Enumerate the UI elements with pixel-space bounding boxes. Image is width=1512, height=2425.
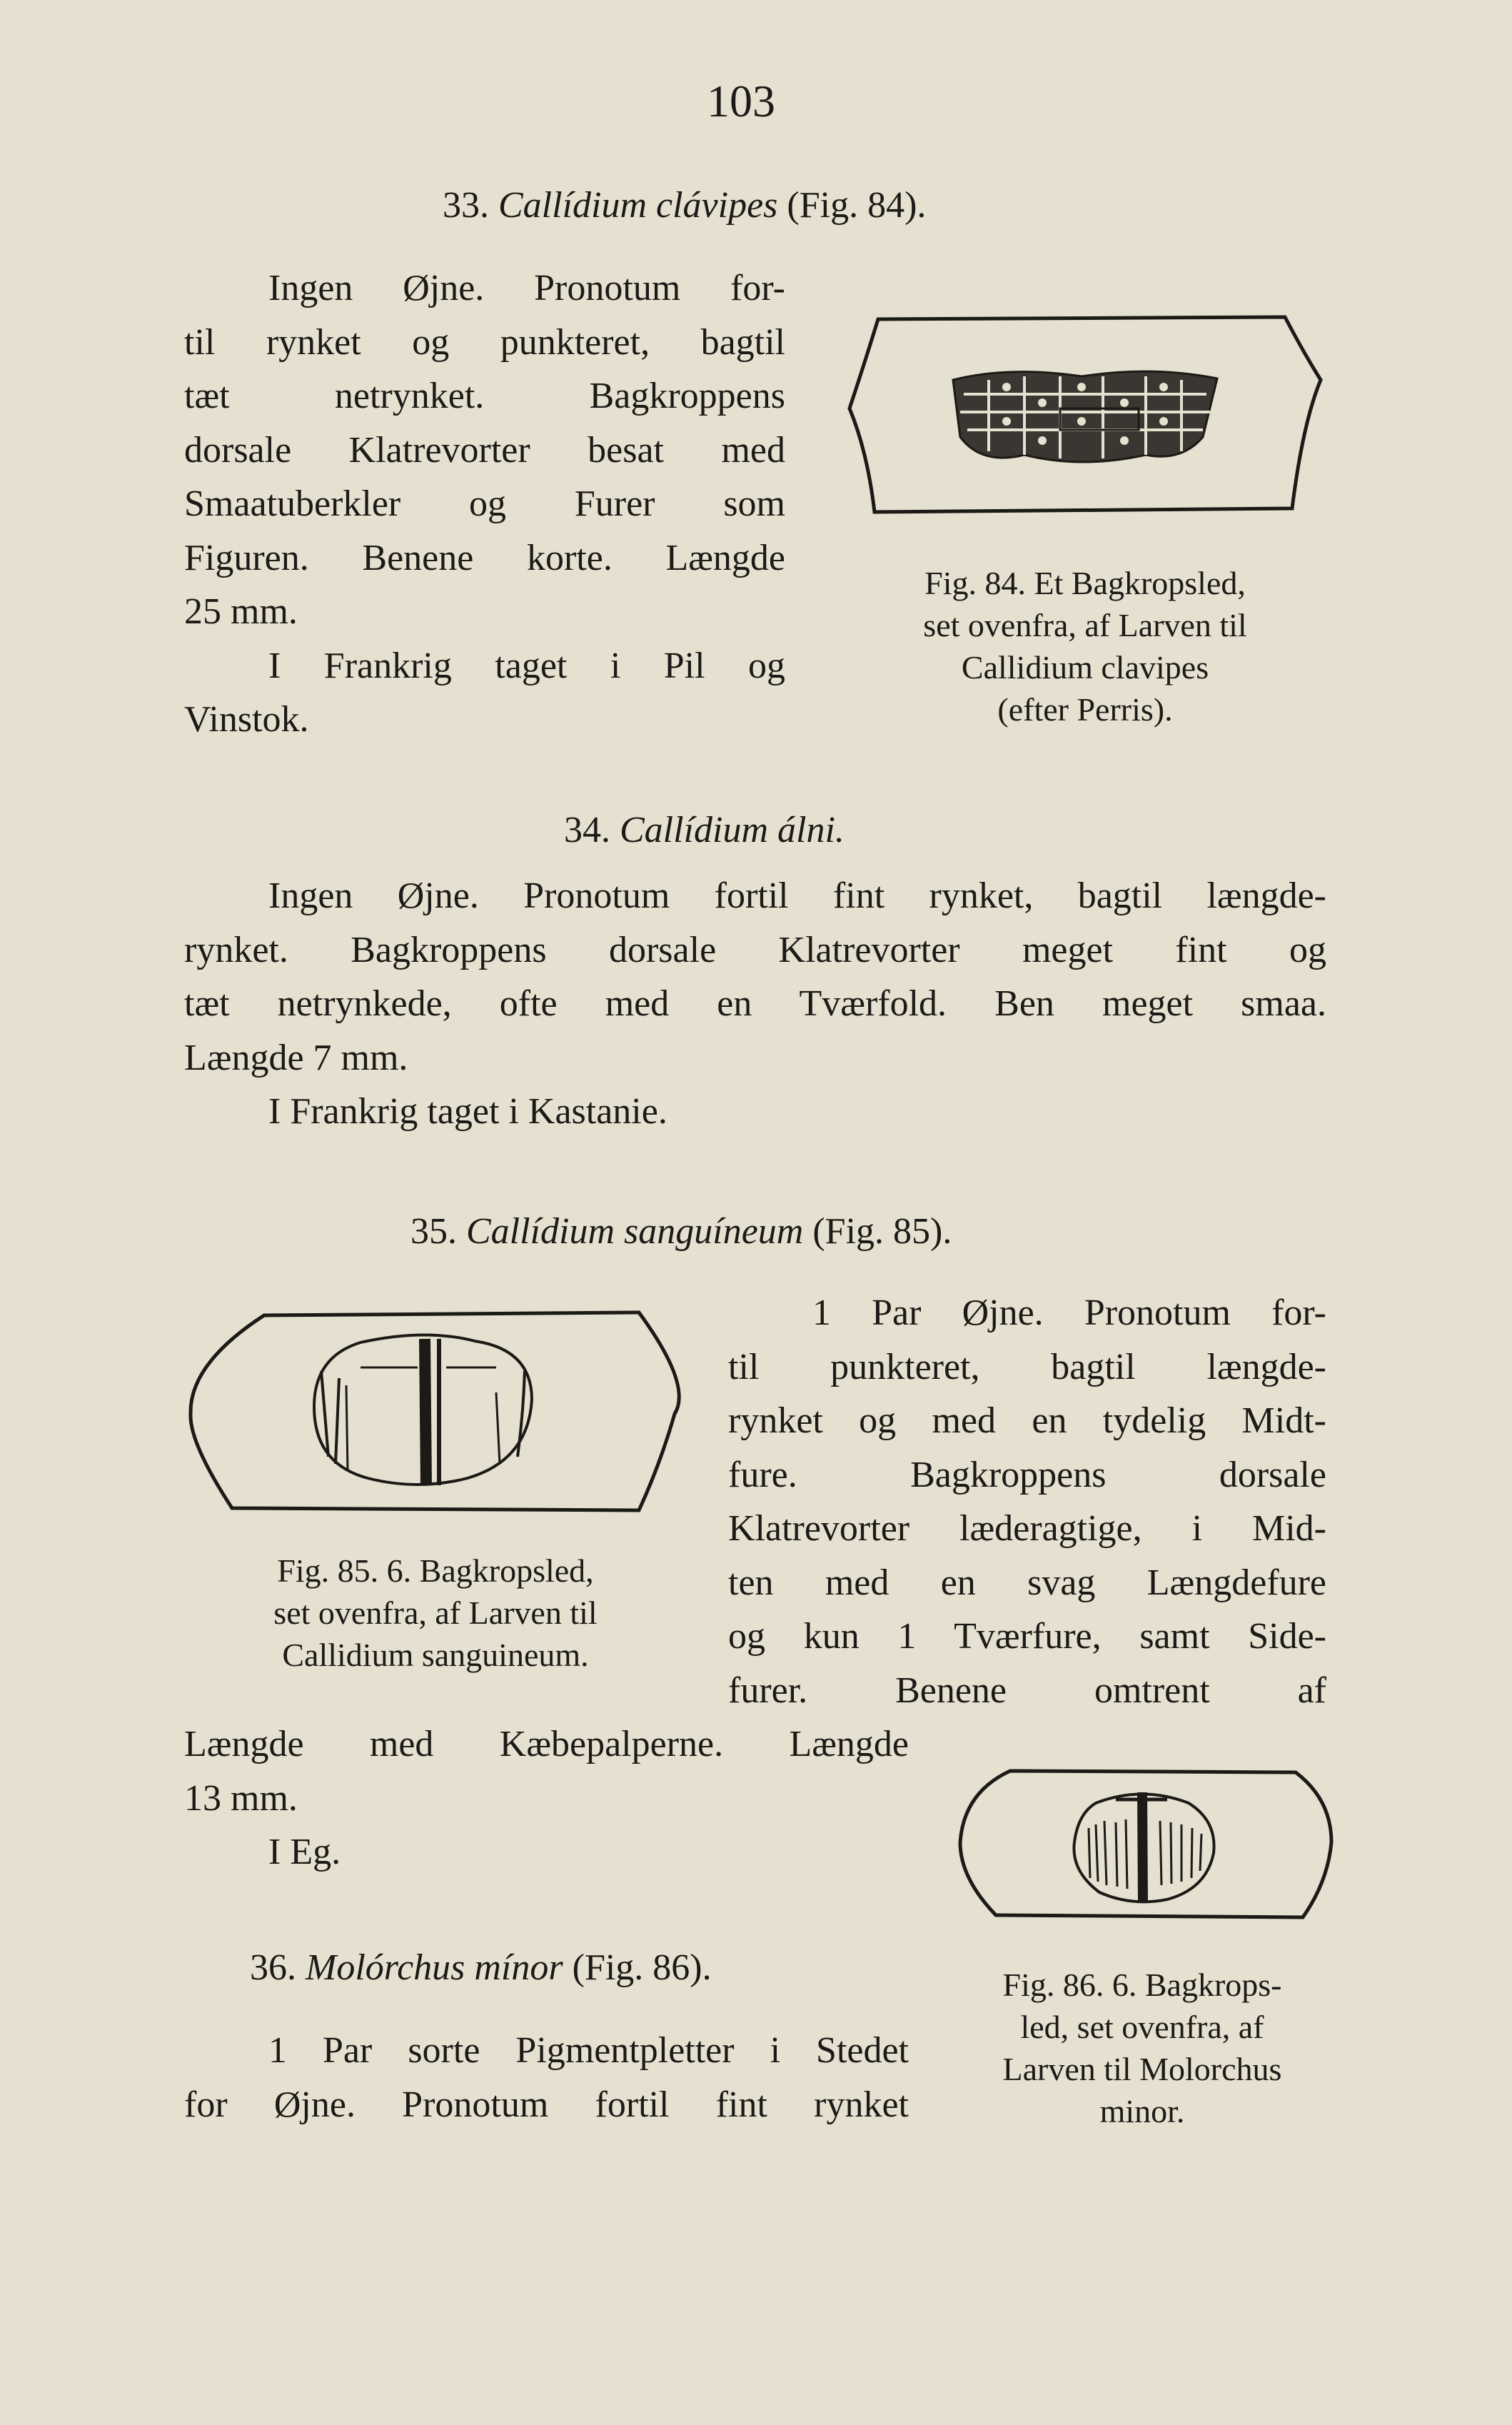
species-name: Molórchus mínor (306, 1947, 563, 1988)
figure-85-caption (175, 1550, 696, 1676)
text-line: fure. Bagkroppens dorsale (728, 1454, 1326, 1495)
section-number: 36. (250, 1947, 296, 1988)
caption-line: Fig. 84. Et Bagkropsled, (924, 565, 1246, 601)
text-line: Klatrevorter læderagtige, i Mid- (728, 1508, 1326, 1549)
larva-segment-illustration (182, 1300, 696, 1521)
text-line: 13 mm. (184, 1777, 298, 1819)
text-line: Vinstok. (184, 699, 309, 740)
text-line: Længde 7 mm. (184, 1037, 408, 1078)
text-line: Ingen Øjne. Pronotum for- (268, 268, 785, 308)
text-line: tæt netrynket. Bagkroppens (184, 376, 785, 416)
text-line: dorsale Klatrevorter besat med (184, 429, 785, 471)
figure-84-caption (835, 562, 1335, 730)
text-line: rynket og med en tydelig Midt- (728, 1400, 1326, 1441)
caption-line: minor. (1099, 2093, 1185, 2129)
caption-line: Larven til Molorchus (1002, 2051, 1282, 2087)
text-line: Smaatuberkler og Furer som (184, 483, 785, 524)
text-line: 25 mm. (184, 591, 298, 632)
section-number: 35. (410, 1211, 457, 1252)
section-text-35-continued (184, 1717, 909, 1879)
page-number: 103 (707, 76, 775, 126)
caption-line: set ovenfra, af Larven til (273, 1595, 598, 1631)
figure-84 (846, 308, 1331, 523)
section-heading-34 (564, 809, 845, 851)
caption-line: Callidium sanguineum. (282, 1637, 589, 1673)
figure-86-caption (939, 1964, 1346, 2132)
section-text-35-column (728, 1286, 1326, 1717)
caption-line: (efter Perris). (997, 691, 1173, 728)
text-line: for Øjne. Pronotum fortil fint rynket (184, 2084, 909, 2125)
caption-line: set ovenfra, af Larven til (923, 607, 1247, 643)
caption-line: Fig. 86. 6. Bagkrops- (1002, 1967, 1282, 2003)
text-line: til rynket og punkteret, bagtil (184, 321, 785, 363)
figure-86 (953, 1757, 1339, 1928)
caption-line: Fig. 85. 6. Bagkropsled, (277, 1552, 594, 1589)
figure-reference: (Fig. 84). (787, 185, 927, 226)
text-line: Figuren. Benene korte. Længde (184, 537, 785, 578)
text-line: furer. Benene omtrent af (728, 1670, 1326, 1711)
section-text-36 (184, 2024, 909, 2132)
species-name: Callídium álni. (620, 810, 845, 850)
text-line: 1 Par sorte Pigmentpletter i Stedet (268, 2030, 909, 2071)
species-name: Callídium clávipes (498, 185, 778, 226)
section-heading-35 (410, 1210, 952, 1252)
section-heading-36 (250, 1947, 712, 1989)
text-line: rynket. Bagkroppens dorsale Klatrevorter meget fint og (184, 929, 1326, 970)
species-name: Callídium sanguíneum (466, 1211, 804, 1252)
section-number: 33. (443, 185, 489, 226)
figure-reference: (Fig. 86). (572, 1947, 712, 1988)
figure-reference: (Fig. 85). (812, 1211, 952, 1252)
section-text-34 (184, 869, 1326, 1139)
text-line: Ingen Øjne. Pronotum fortil fint rynket, bagtil længde- (268, 875, 1326, 916)
text-line: ten med en svag Længdefure (728, 1562, 1326, 1603)
section-heading-33 (443, 184, 926, 226)
figure-85 (182, 1300, 696, 1521)
text-line: og kun 1 Tværfure, samt Side- (728, 1616, 1326, 1657)
text-line: 1 Par Øjne. Pronotum for- (812, 1292, 1326, 1333)
section-text-33 (184, 261, 785, 747)
text-line: I Frankrig taget i Pil og (268, 645, 785, 686)
larva-segment-illustration (953, 1757, 1339, 1928)
text-line: tæt netrynkede, ofte med en Tværfold. Ben meget smaa. (184, 983, 1326, 1024)
text-line: I Eg. (268, 1832, 341, 1872)
text-line: til punkteret, bagtil længde- (728, 1346, 1326, 1387)
text-line: Længde med Kæbepalperne. Længde (184, 1724, 909, 1764)
caption-line: Callidium clavipes (961, 649, 1209, 686)
larva-segment-illustration (846, 308, 1331, 523)
section-number: 34. (564, 810, 610, 850)
caption-line: led, set ovenfra, af (1020, 2009, 1264, 2045)
text-line: I Frankrig taget i Kastanie. (268, 1091, 667, 1132)
